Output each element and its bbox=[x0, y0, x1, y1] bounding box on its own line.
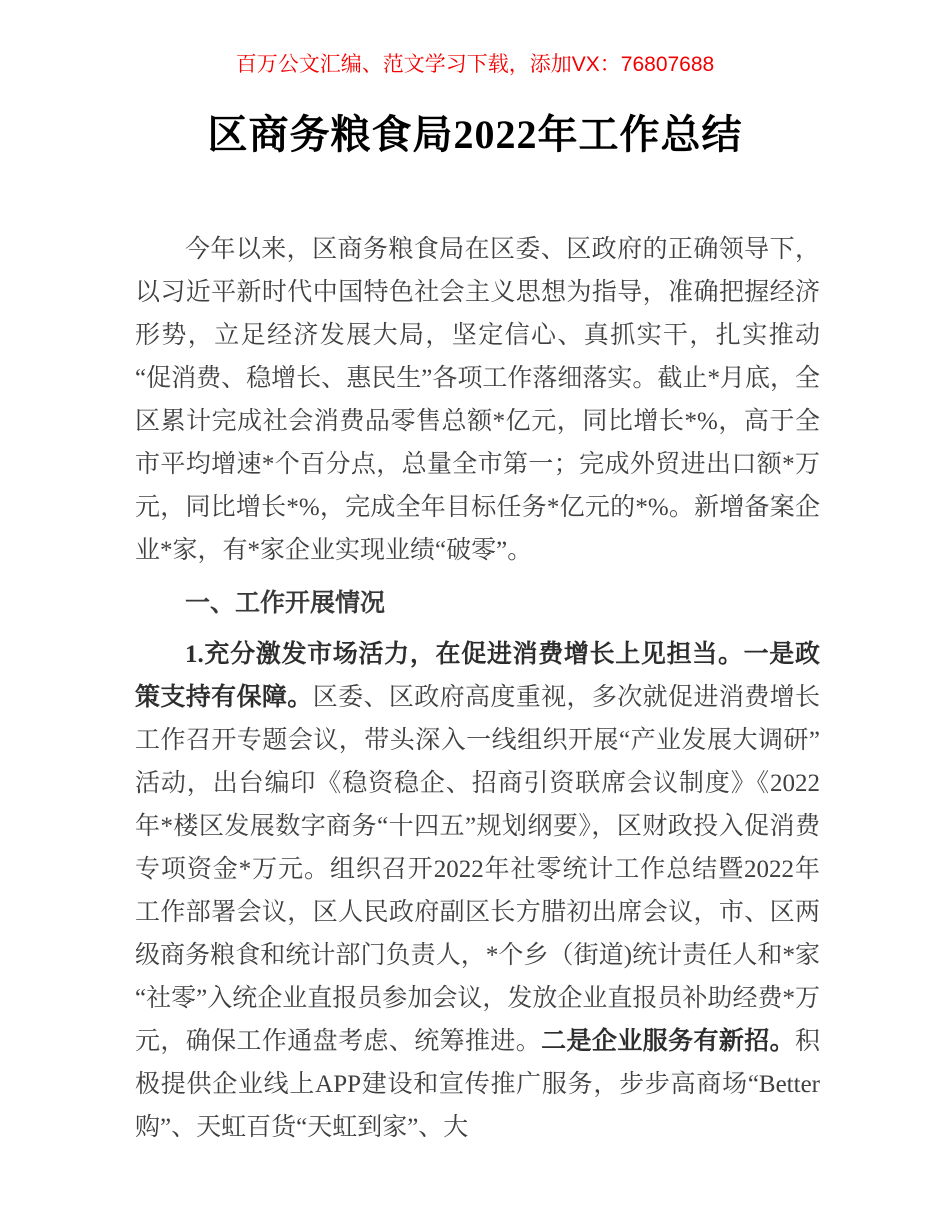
run-point1-mid-bold: 二是企业服务有新招。 bbox=[541, 1028, 795, 1055]
document-body bbox=[135, 228, 820, 1149]
run-point1-lead-bold: 1.充分激发市场活力，在促进消费增长上见担当。一是政策支持有保障。 bbox=[135, 641, 820, 711]
run-point1-body-2: 积极提供企业线上APP建设和宣传推广服务，步步高商场“Better购”、天虹百货“天虹到家”、大 bbox=[135, 1028, 820, 1141]
paragraph-intro: 今年以来，区商务粮食局在区委、区政府的正确领导下，以习近平新时代中国特色社会主义思想为指导，准确把握经济形势，立足经济发展大局，坚定信心、真抓实干，扎实推动“促消费、稳增长、惠民生”各项工作落细落实。截止*月底，全区累计完成社会消费品零售总额*亿元，同比增长*%，高于全市平均增速*个百分点，总量全市第一；完成外贸进出口额*万元，同比增长*%，完成全年目标任务*亿元的*%。新增备案企业*家，有*家企业实现业绩“破零”。 bbox=[135, 236, 820, 564]
section-heading-1: 一、工作开展情况 bbox=[185, 590, 386, 617]
document-title: 区商务粮食局2022年工作总结 bbox=[207, 112, 743, 157]
run-point1-body-1: 区委、区政府高度重视，多次就促进消费增长工作召开专题会议，带头深入一线组织开展“产业发展大调研”活动，出台编印《稳资稳企、招商引资联席会议制度》《2022年*楼区发展数字商务“十四五”规划纲要》，区财政投入促消费专项资金*万元。组织召开2022年社零统计工作总结暨2022年工作部署会议，区人民政府副区长方腊初出席会议，市、区两级商务粮食和统计部门负责人，*个乡（街道)统计责任人和*家“社零”入统企业直报员参加会议，发放企业直报员补助经费*万元，确保工作通盘考虑、统筹推进。 bbox=[135, 684, 820, 1055]
paragraph-point-1 bbox=[135, 633, 820, 1149]
promo-header-notice: 百万公文汇编、范文学习下载，添加VX：76807688 bbox=[235, 53, 715, 76]
